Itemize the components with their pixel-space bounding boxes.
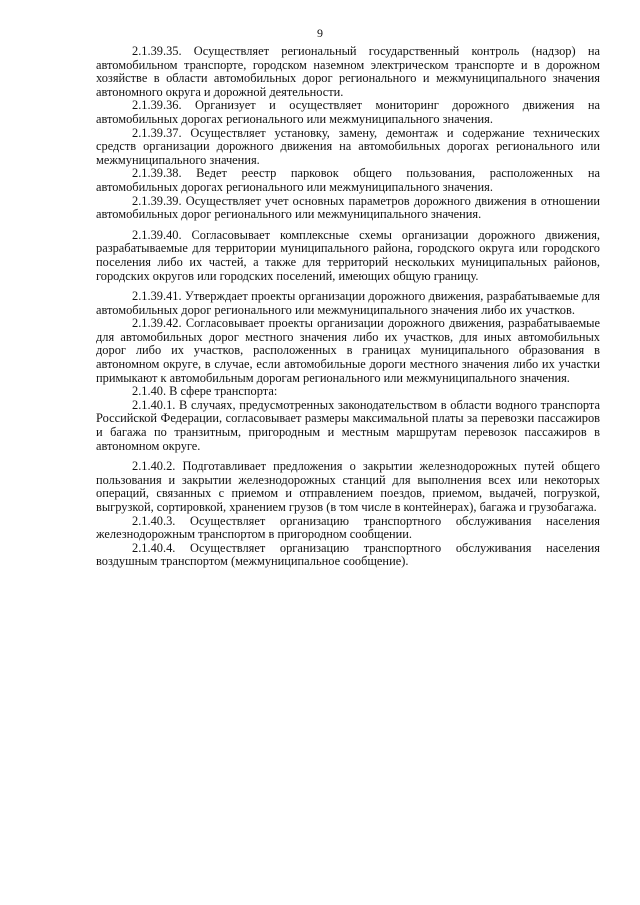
paragraph-2-1-40-1: 2.1.40.1. В случаях, предусмотренных законодательством в области водного транспорта Российской Федерации, согласовывает размеры максимальной платы за перевозки пассажиров и багажа по транзитным, пригородным и местным маршрутам перевозок пассажиров в автономном округе. xyxy=(96,397,600,453)
paragraph-2-1-39-41: 2.1.39.41. Утверждает проекты организации дорожного движения, разрабатываемые для автомобильных дорог регионального или межмуниципального значения либо их участков. xyxy=(96,289,600,317)
paragraph-2-1-40-4: 2.1.40.4. Осуществляет организацию транспортного обслуживания населения воздушным транспортом (межмуниципальное сообщение). xyxy=(96,540,600,569)
paragraph-2-1-39-38: 2.1.39.38. Ведет реестр парковок общего пользования, расположенных на автомобильных дорогах регионального или межмуниципального значения. xyxy=(96,166,600,194)
paragraph-2-1-40-3: 2.1.40.3. Осуществляет организацию транспортного обслуживания населения железнодорожным транспортом в пригородном сообщении. xyxy=(96,513,600,542)
paragraph-2-1-39-40: 2.1.39.40. Согласовывает комплексные схемы организации дорожного движения, разрабатываемые для территории муниципального района, городского округа или городского поселения либо их частей, а также для территорий нескольких муниципальных районов, городских округов или городских поселений, имеющих общую границу. xyxy=(96,227,600,283)
page-number: 9 xyxy=(317,26,323,40)
paragraph-2-1-39-35: 2.1.39.35. Осуществляет региональный государственный контроль (надзор) на автомобильном транспорте, городском наземном электрическом транспорте и в дорожном хозяйстве в области автомобильных дорог регионального и межмуниципального значения автономного округа и дорожной деятельности. xyxy=(96,44,600,99)
document-body xyxy=(96,45,600,569)
paragraph-2-1-39-36: 2.1.39.36. Организует и осуществляет мониторинг дорожного движения на автомобильных дорогах регионального или межмуниципального значения. xyxy=(96,98,600,126)
paragraph-2-1-40-heading: 2.1.40. В сфере транспорта: xyxy=(132,384,278,399)
paragraph-2-1-39-37: 2.1.39.37. Осуществляет установку, замену, демонтаж и содержание технических средств организации дорожного движения на автомобильных дорогах регионального или межмуниципального значения. xyxy=(96,125,600,167)
paragraph-2-1-39-42: 2.1.39.42. Согласовывает проекты организации дорожного движения, разрабатываемые для автомобильных дорог местного значения либо их участков, для иных автомобильных дорог либо их участков, расположенных в границах муниципального образования в автономном округе, в случае, если автомобильные дороги местного значения либо их участки примыкают к автомобильным дорогам регионального или межмуниципального значения. xyxy=(96,316,600,385)
paragraph-2-1-39-39: 2.1.39.39. Осуществляет учет основных параметров дорожного движения в отношении автомобильных дорог регионального или межмуниципального значения. xyxy=(96,193,600,222)
paragraph-2-1-40-2: 2.1.40.2. Подготавливает предложения о закрытии железнодорожных путей общего пользования и закрытии железнодорожных станций для выполнения всех или некоторых операций, связанных с приемом и отправлением поездов, приемом, выдачей, погрузкой, выгрузкой, сортировкой, хранением грузов (в том числе в контейнерах), багажа и грузобагажа. xyxy=(96,459,600,514)
